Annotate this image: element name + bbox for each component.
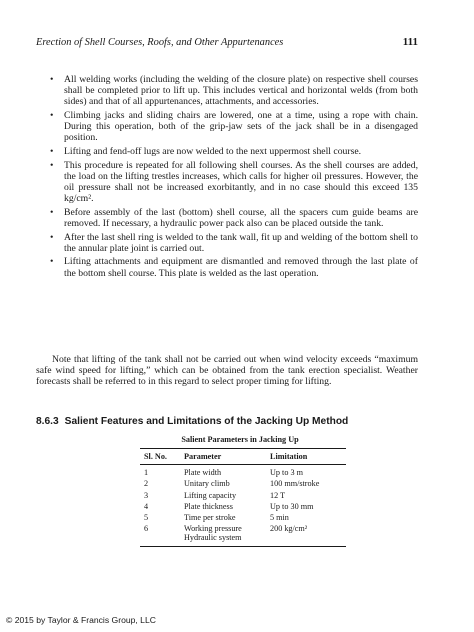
cell-limitation: 5 min <box>270 513 289 523</box>
table-row <box>140 490 346 501</box>
cell-sl-no: 6 <box>144 524 149 534</box>
cell-limitation: 100 mm/stroke <box>270 479 320 489</box>
cell-limitation: Up to 30 mm <box>270 501 314 511</box>
cell-parameter: Time per stroke <box>184 513 236 523</box>
list-item <box>48 232 418 254</box>
section-heading <box>36 416 418 427</box>
cell-limitation: 12 T <box>270 490 286 500</box>
cell-parameter: Lifting capacity <box>184 490 237 500</box>
cell-parameter-line2: Hydraulic system <box>184 533 242 543</box>
cell-parameter-line1: Working pressure <box>184 524 242 534</box>
cell-sl-no: 2 <box>144 479 149 489</box>
parameters-table <box>140 448 346 547</box>
cell-sl-no: 3 <box>144 490 149 500</box>
list-item <box>48 74 418 108</box>
table-header-row <box>140 449 346 465</box>
page-number: 111 <box>402 36 418 48</box>
list-item-text: Before assembly of the last (bottom) shell course, all the spacers cum guide beams are removed. If necessary, a hydraulic power pack also can be placed outside the tank. <box>64 206 418 229</box>
list-item <box>48 110 418 144</box>
cell-parameter: Plate width <box>184 468 222 478</box>
cell-sl-no: 5 <box>144 513 149 523</box>
table-caption: Salient Parameters in Jacking Up <box>181 435 299 444</box>
page-header <box>36 36 418 48</box>
copyright-footer: © 2015 by Taylor & Francis Group, LLC <box>6 615 156 625</box>
list-item-text: Lifting and fend-off lugs are now welded to the next uppermost shell course. <box>64 146 362 157</box>
cell-sl-no: 1 <box>144 468 149 478</box>
list-item-text: Lifting attachments and equipment are dismantled and removed through the last plate of the bottom shell course. This plate is welded as the last operation. <box>64 256 418 279</box>
list-item-text: This procedure is repeated for all following shell courses. As the shell courses are added, the load on the lifting trestles increases, which calls for higher oil pressures. However, the oil pressure shall not be increased exorbitantly, and in no case should this exceed 135 kg/cm². <box>64 159 418 205</box>
cell-parameter: Plate thickness <box>184 501 233 511</box>
bullet-list <box>48 74 418 281</box>
table-row <box>140 478 346 489</box>
bullet-icon: • <box>50 231 54 243</box>
list-item-text: Climbing jacks and sliding chairs are lowered, one at a time, using a rope with chain. During this operation, both of the grip-jaw sets of the jack shall be in a disengaged position. <box>64 110 418 144</box>
list-item <box>48 256 418 278</box>
table-row <box>140 501 346 512</box>
list-item <box>48 207 418 229</box>
column-header-parameter: Parameter <box>184 452 222 461</box>
list-item-text: After the last shell ring is welded to the tank wall, fit up and welding of the bottom shell to the annular plate joint is carried out. <box>64 231 418 254</box>
section-number: 8.6.3 <box>36 416 59 427</box>
cell-limitation: 200 kg/cm² <box>270 524 308 534</box>
table-row <box>140 512 346 523</box>
cell-limitation: Up to 3 m <box>270 468 303 478</box>
bullet-icon: • <box>50 206 54 218</box>
section-title: Salient Features and Limitations of the Jacking Up Method <box>64 416 349 427</box>
bullet-icon: • <box>50 256 54 268</box>
table-row <box>140 465 346 479</box>
running-title: Erection of Shell Courses, Roofs, and Other Appurtenances <box>36 37 284 48</box>
note-paragraph: Note that lifting of the tank shall not be carried out when wind velocity exceeds “maximum safe wind speed for lifting,” which can be obtained from the tank erection specialist. Weather forecasts shall be referred to in this regard to select proper timing for lifting. <box>36 354 418 388</box>
cell-sl-no: 4 <box>144 501 149 511</box>
bullet-icon: • <box>50 74 54 85</box>
bullet-icon: • <box>50 146 54 157</box>
bullet-icon: • <box>50 159 54 171</box>
column-header-sl-no: Sl. No. <box>144 452 167 461</box>
cell-parameter: Unitary climb <box>184 479 230 489</box>
list-item-text: All welding works (including the welding of the closure plate) on respective shell courses shall be completed prior to lift up. This includes vertical and horizontal welds (from both sides) and that of all appurtenances, attachments, and accessories. <box>64 74 418 108</box>
bullet-icon: • <box>50 110 54 121</box>
table-row <box>140 523 346 546</box>
list-item <box>48 160 418 205</box>
list-item <box>48 146 418 157</box>
column-header-limitation: Limitation <box>270 452 308 461</box>
cell-parameter <box>180 523 266 546</box>
